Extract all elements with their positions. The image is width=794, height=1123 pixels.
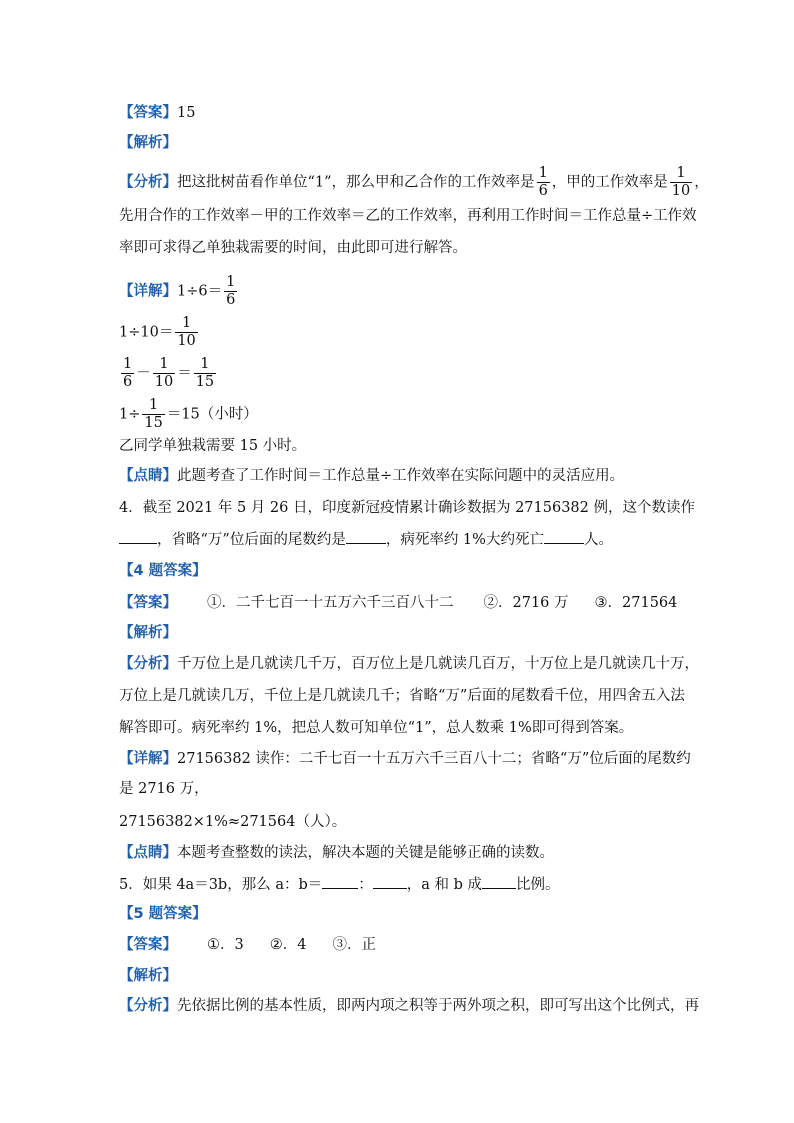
q4-answer-heading: 【4 题答案】: [119, 563, 207, 579]
answer-blank: [373, 874, 407, 889]
q3-analysis-heading: [119, 133, 177, 153]
fraction-1-15: $\frac{1}{15}$: [144, 397, 163, 431]
q3-answer-line: [119, 103, 195, 123]
q4-detail-line-2: 是 2716 万，: [119, 781, 209, 797]
fenxi-tag: 【分析】: [119, 656, 177, 672]
q3-detail-line-2: 1÷10＝ $\frac{1}{10}$: [119, 315, 196, 349]
q3-detail-line-4: 1÷ $\frac{1}{15}$ ＝15（小时）: [119, 397, 258, 431]
analysis-tag: 【解析】: [119, 135, 177, 151]
q4-fenxi-line-3: 解答即可。病死率约 1%，把总人数可知单位“1”，总人数乘 1%即可得到答案。: [119, 720, 634, 736]
fraction-1-15: $\frac{1}{15}$: [195, 356, 215, 390]
q4-answer-3: ③．271564: [594, 595, 678, 611]
q5-answer-1: ①．3: [207, 937, 244, 953]
answer-blank: [482, 874, 516, 889]
answer-blank: [544, 529, 584, 544]
q3-detail-line-3: $\frac{1}{6}$ － $\frac{1}{10}$ ＝ $\frac{1}{15}$: [123, 356, 215, 390]
q4-question-line-1: 4．截至 2021 年 5 月 26 日，印度新冠疫情累计确诊数据为 27156382 例，这个数读作: [119, 500, 695, 516]
analysis-tag: 【解析】: [119, 625, 177, 641]
q3-comment-line: 【点睛】此题考查了工作时间＝工作总量÷工作效率在实际问题中的灵活应用。: [119, 468, 625, 484]
fraction-1-10: $\frac{1}{10}$: [671, 165, 691, 199]
fraction-1-10: $\frac{1}{10}$: [177, 315, 196, 349]
fraction-1-6: $\frac{1}{6}$: [226, 274, 236, 308]
q3-fenxi-line-1: 【分析】把这批树苗看作单位“1”，那么甲和乙合作的工作效率是 $\frac{1}{6}$ ，甲的工作效率是 $\frac{1}{10}$ ，: [119, 165, 709, 199]
q4-answer-1: ①．二千七百一十五万六千三百八十二: [207, 595, 454, 611]
answer-blank: [322, 874, 358, 889]
q4-fenxi-line-1: 【分析】千万位上是几就读几千万，百万位上是几就读几百万，十万位上是几就读几十万，: [119, 656, 699, 672]
comment-tag: 【点睛】: [119, 468, 177, 484]
analysis-tag: 【解析】: [119, 968, 177, 984]
q5-answer-line: [119, 935, 376, 955]
q4-answer-2: ②．2716 万: [483, 595, 569, 611]
answer-blank: [346, 529, 386, 544]
q4-answer-line: [119, 593, 677, 613]
q4-detail-line-3: 27156382×1%≈271564（人）。: [119, 814, 347, 830]
comment-tag: 【点睛】: [119, 845, 177, 861]
q3-answer: 15: [177, 105, 196, 121]
answer-tag: 【答案】: [119, 105, 177, 121]
q5-analysis-heading: [119, 966, 177, 986]
detail-tag: 【详解】: [119, 283, 177, 300]
q5-answer-3: ③．正: [332, 937, 376, 953]
q5-question-line: 5．如果 4a＝3b，那么 a：b＝ ： ，a 和 b 成 比例。: [119, 874, 560, 895]
answer-blank: [119, 529, 157, 544]
fraction-1-10: $\frac{1}{10}$: [154, 356, 174, 390]
q3-fenxi-line-3: 率即可求得乙单独栽需要的时间，由此即可进行解答。: [119, 240, 467, 256]
fenxi-tag: 【分析】: [119, 174, 177, 191]
q5-answer-2: ②．4: [269, 937, 307, 953]
q4-fenxi-line-2: 万位上是几就读几万，千位上是几就读几千；省略“万”后面的尾数看千位，用四舍五入法: [119, 688, 685, 704]
q4-analysis-heading: [119, 623, 177, 643]
q3-detail-line-5: 乙同学单独栽需要 15 小时。: [119, 438, 307, 454]
q5-answer-heading: 【5 题答案】: [119, 906, 207, 922]
q4-comment-line: 【点睛】本题考查整数的读法，解决本题的关键是能够正确的读数。: [119, 845, 554, 861]
fraction-1-6: $\frac{1}{6}$: [538, 165, 548, 199]
fenxi-tag: 【分析】: [119, 998, 177, 1014]
answer-tag: 【答案】: [119, 937, 177, 953]
fraction-1-6: $\frac{1}{6}$: [123, 356, 133, 390]
q3-detail-line-1: 【详解】1÷6＝ $\frac{1}{6}$: [119, 274, 236, 308]
q5-fenxi-line-1: 【分析】先依据比例的基本性质，即两内项之积等于两外项之积，即可写出这个比例式，再: [119, 998, 699, 1014]
q4-question-line-2: ，省略“万”位后面的尾数约是 ，病死率约 1%大约死亡 人。: [119, 529, 613, 550]
answer-tag: 【答案】: [119, 595, 177, 611]
detail-tag: 【详解】: [119, 751, 177, 767]
q4-detail-line-1: 【详解】27156382 读作：二千七百一十五万六千三百八十二；省略“万”位后面的尾数约: [119, 751, 691, 767]
q3-fenxi-line-2: 先用合作的工作效率－甲的工作效率＝乙的工作效率，再利用工作时间＝工作总量÷工作效: [119, 208, 697, 224]
